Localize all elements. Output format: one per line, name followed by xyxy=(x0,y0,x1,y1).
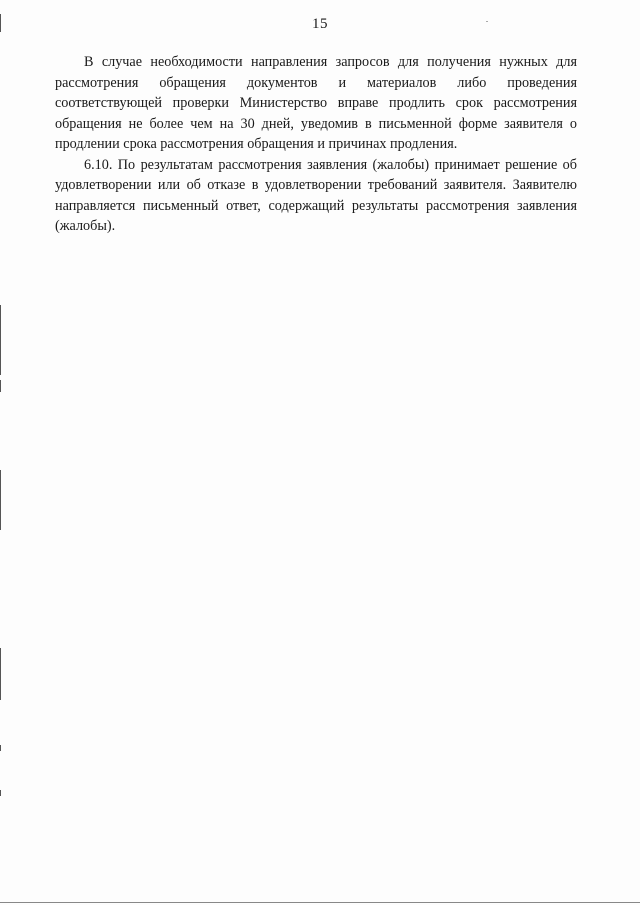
scan-bottom-edge xyxy=(0,902,640,903)
paragraph-6-10-decision: 6.10. По результатам рассмотрения заявления (жалобы) принимает решение об удовлетворении или об отказе в удовлетворении требований заявителя. Заявителю направляется письменный ответ, содержащий результаты рассмотрения заявления (жалобы). xyxy=(55,156,577,234)
scan-edge-mark xyxy=(0,745,1,751)
document-body xyxy=(55,52,577,237)
scan-edge-mark xyxy=(0,380,1,392)
page-number: 15 xyxy=(312,16,328,32)
scan-edge-mark xyxy=(0,648,1,700)
scan-edge-mark xyxy=(0,790,1,796)
scan-edge-mark xyxy=(0,470,1,530)
scan-edge-mark xyxy=(0,14,1,32)
scan-edge-mark xyxy=(0,305,1,375)
paragraph-extension-of-review: В случае необходимости направления запросов для получения нужных для рассмотрения обращения документов и материалов либо проведения соответствующей проверки Министерство вправе продлить срок рассмотрения обращения не более чем на 30 дней, уведомив в письменной форме заявителя о продлении срока рассмотрения обращения и причинах продления. xyxy=(55,54,577,152)
scan-speck xyxy=(486,21,488,22)
